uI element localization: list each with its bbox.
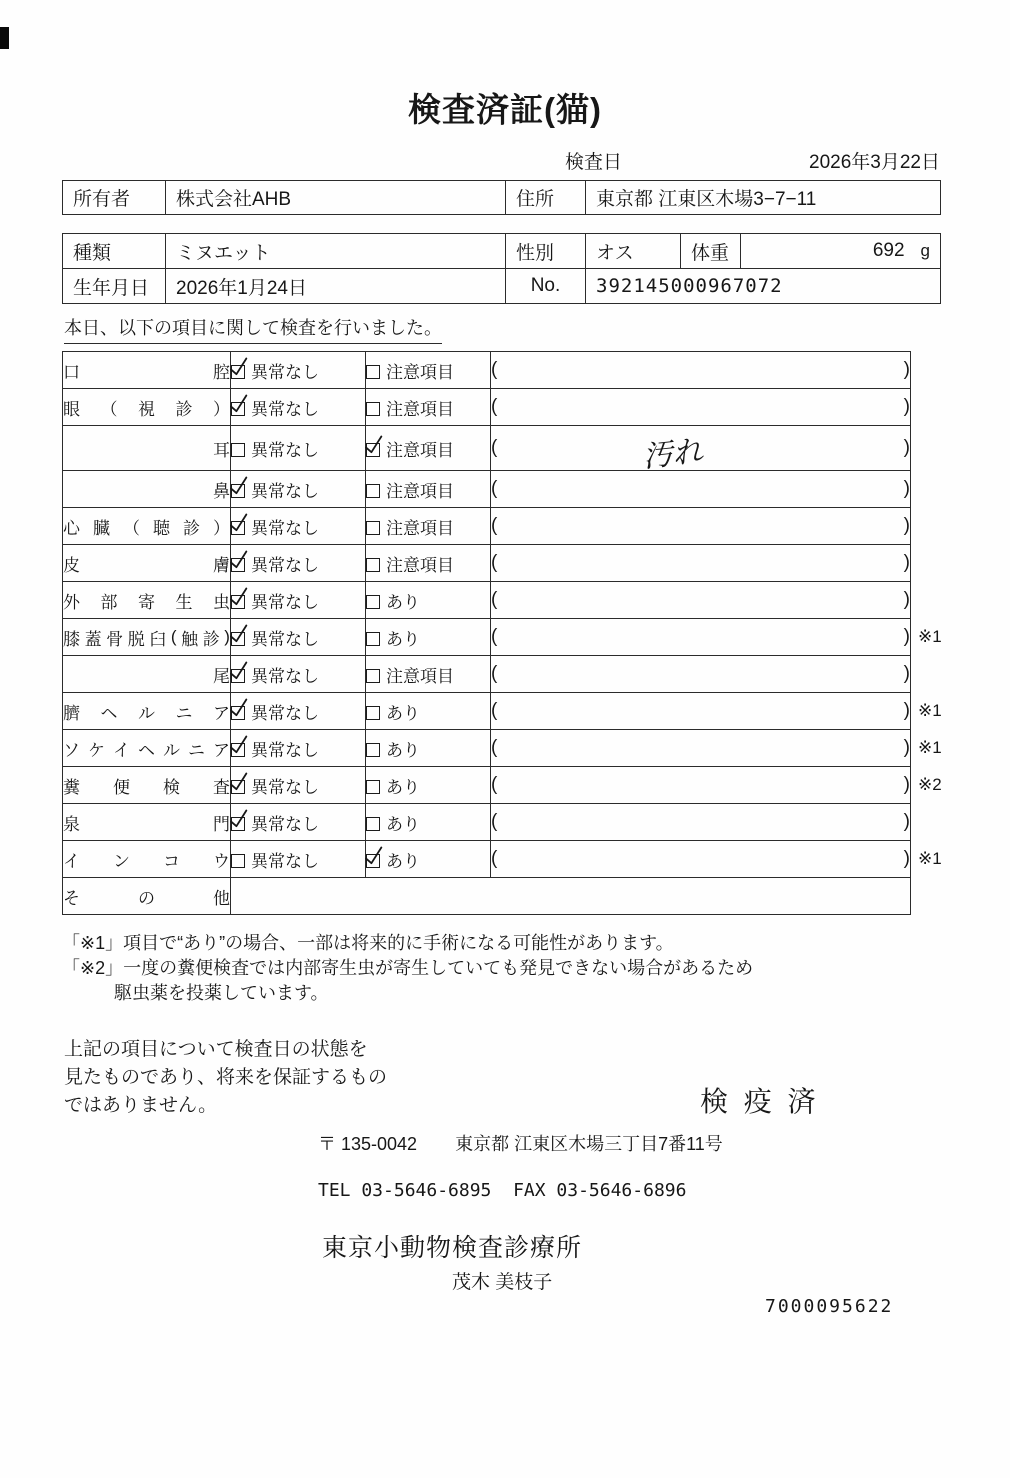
open-paren: (	[491, 552, 498, 573]
no-abnormality-cell	[231, 841, 366, 878]
no-abnormality-cell	[231, 730, 366, 767]
no-abnormality-cell	[231, 471, 366, 508]
reference-mark	[911, 471, 941, 508]
handwritten-check-icon	[227, 660, 250, 683]
attention-item-checkbox-checked	[366, 443, 380, 457]
attention-item-cell	[366, 352, 491, 389]
attention-item-checkbox	[366, 632, 380, 646]
close-paren: )	[903, 437, 910, 458]
attention-item-label: あり	[386, 703, 420, 723]
address-value: 東京都 江東区木場3−7−11	[586, 181, 941, 215]
remarks-cell	[491, 352, 911, 389]
intro-text: 本日、以下の項目に関して検査を行いました。	[64, 314, 442, 344]
attention-item-checkbox	[366, 817, 380, 831]
attention-item-checkbox	[366, 669, 380, 683]
owner-table	[62, 180, 941, 215]
examiner-name: 茂木 美枝子	[452, 1272, 553, 1293]
no-abnormality-cell	[231, 804, 366, 841]
inspection-date-label: 検査日	[565, 152, 623, 173]
clinic-address: 東京都 江東区木場三丁目7番11号	[455, 1134, 723, 1154]
close-paren: )	[903, 774, 910, 795]
disclaimer-line-2: 見たものであり、将来を保証するもの	[64, 1067, 388, 1088]
checklist-row	[63, 426, 941, 471]
attention-item-label: あり	[386, 592, 420, 612]
exam-item-label: 皮 膚	[63, 545, 231, 582]
handwritten-check-icon	[362, 845, 385, 868]
no-abnormality-label: 異常なし	[251, 777, 319, 797]
attention-item-cell	[366, 389, 491, 426]
exam-item-label: 臍 ヘ ル ニ ア	[63, 693, 231, 730]
no-abnormality-cell	[231, 545, 366, 582]
no-abnormality-label: 異常なし	[251, 740, 319, 760]
handwritten-check-icon	[227, 771, 250, 794]
exam-item-label: 鼻	[63, 471, 231, 508]
attention-item-cell	[366, 619, 491, 656]
no-abnormality-label: 異常なし	[251, 362, 319, 382]
footnote-2-line1: 「※2」一度の糞便検査では内部寄生虫が寄生していても発見できない場合があるため	[62, 958, 754, 978]
inspection-date-value: 2026年3月22日	[809, 152, 940, 173]
close-paren: )	[903, 811, 910, 832]
other-empty-cell	[231, 878, 911, 915]
no-abnormality-label: 異常なし	[251, 518, 319, 538]
no-abnormality-cell	[231, 426, 366, 471]
no-abnormality-checkbox-checked	[231, 706, 245, 720]
attention-item-label: 注意項目	[386, 666, 454, 686]
attention-item-cell	[366, 545, 491, 582]
no-abnormality-label: 異常なし	[251, 555, 319, 575]
birth-label: 生年月日	[63, 269, 166, 304]
open-paren: (	[491, 589, 498, 610]
no-abnormality-checkbox-checked	[231, 817, 245, 831]
no-abnormality-cell	[231, 389, 366, 426]
remarks-cell	[491, 730, 911, 767]
exam-item-label: 外 部 寄 生 虫	[63, 582, 231, 619]
reference-mark	[911, 804, 941, 841]
no-abnormality-label: 異常なし	[251, 399, 319, 419]
exam-item-label: 耳	[63, 426, 231, 471]
exam-checklist-table	[62, 351, 941, 915]
open-paren: (	[491, 396, 498, 417]
close-paren: )	[903, 848, 910, 869]
remarks-cell	[491, 656, 911, 693]
open-paren: (	[491, 663, 498, 684]
no-abnormality-checkbox-checked	[231, 743, 245, 757]
attention-item-label: あり	[386, 740, 420, 760]
attention-item-label: 注意項目	[386, 362, 454, 382]
reference-mark: ※1	[918, 627, 942, 646]
attention-item-label: あり	[386, 777, 420, 797]
attention-item-checkbox	[366, 402, 380, 416]
close-paren: )	[903, 478, 910, 499]
handwritten-check-icon	[362, 434, 385, 457]
reference-mark	[911, 582, 941, 619]
reference-mark	[911, 656, 941, 693]
no-abnormality-cell	[231, 656, 366, 693]
exam-item-label: 尾	[63, 656, 231, 693]
handwritten-check-icon	[227, 623, 250, 646]
type-value: ミヌエット	[166, 234, 506, 269]
no-abnormality-checkbox-checked	[231, 402, 245, 416]
handwritten-check-icon	[227, 734, 250, 757]
open-paren: (	[491, 626, 498, 647]
no-abnormality-label: 異常なし	[251, 703, 319, 723]
weight-unit: g	[920, 241, 930, 260]
close-paren: )	[903, 589, 910, 610]
checklist-row	[63, 804, 941, 841]
remarks-cell	[491, 841, 911, 878]
no-abnormality-label: 異常なし	[251, 814, 319, 834]
no-abnormality-cell	[231, 508, 366, 545]
close-paren: )	[903, 626, 910, 647]
attention-item-cell	[366, 582, 491, 619]
attention-item-label: あり	[386, 851, 420, 871]
exam-item-label: 糞 便 検 査	[63, 767, 231, 804]
microchip-no-value: 392145000967072	[586, 269, 941, 304]
handwritten-check-icon	[227, 586, 250, 609]
attention-item-checkbox	[366, 521, 380, 535]
open-paren: (	[491, 515, 498, 536]
open-paren: (	[491, 437, 498, 458]
attention-item-cell	[366, 767, 491, 804]
no-abnormality-checkbox-checked	[231, 669, 245, 683]
exam-item-label: イ ン コ ウ	[63, 841, 231, 878]
exam-item-label: そ の 他	[63, 878, 231, 915]
attention-item-checkbox	[366, 595, 380, 609]
exam-item-label: ソ ケ イ ヘ ル ニ ア	[63, 730, 231, 767]
weight-cell	[741, 234, 941, 269]
attention-item-label: あり	[386, 629, 420, 649]
attention-item-label: 注意項目	[386, 481, 454, 501]
serial-number: 7000095622	[765, 1296, 894, 1317]
pet-info-table	[62, 233, 941, 304]
remarks-cell	[491, 545, 911, 582]
no-abnormality-checkbox-checked	[231, 558, 245, 572]
attention-item-checkbox	[366, 706, 380, 720]
attention-item-checkbox	[366, 743, 380, 757]
close-paren: )	[903, 737, 910, 758]
clinic-name: 東京小動物検査診療所	[322, 1234, 583, 1262]
open-paren: (	[491, 478, 498, 499]
handwritten-check-icon	[227, 512, 250, 535]
remarks-cell	[491, 619, 911, 656]
no-abnormality-cell	[231, 352, 366, 389]
exam-item-label: 眼 （ 視 診 ）	[63, 389, 231, 426]
handwritten-check-icon	[227, 393, 250, 416]
footnote-1: 「※1」項目で“あり”の場合、一部は将来的に手術になる可能性があります。	[62, 933, 674, 953]
quarantine-stamp: 検 疫 済	[700, 1086, 820, 1117]
reference-mark	[911, 352, 941, 389]
open-paren: (	[491, 359, 498, 380]
exam-item-label: 膝 蓋 骨 脱 臼 ( 触 診 )	[63, 619, 231, 656]
reference-mark: ※2	[918, 775, 942, 794]
checklist-row	[63, 619, 941, 656]
clinic-address-row	[318, 1130, 723, 1156]
handwritten-check-icon	[227, 475, 250, 498]
address-label: 住所	[506, 181, 586, 215]
reference-mark	[911, 389, 941, 426]
type-label: 種類	[63, 234, 166, 269]
attention-item-label: 注意項目	[386, 440, 454, 460]
reference-mark: ※1	[918, 738, 942, 757]
attention-item-checkbox	[366, 365, 380, 379]
no-abnormality-checkbox-checked	[231, 484, 245, 498]
no-abnormality-checkbox-checked	[231, 595, 245, 609]
no-abnormality-checkbox-checked	[231, 632, 245, 646]
reference-mark: ※1	[918, 849, 942, 868]
reference-mark	[911, 878, 941, 915]
microchip-no-label: No.	[506, 269, 586, 304]
reference-mark	[911, 508, 941, 545]
checklist-row	[63, 841, 941, 878]
no-abnormality-label: 異常なし	[251, 440, 319, 460]
no-abnormality-cell	[231, 619, 366, 656]
handwritten-check-icon	[227, 356, 250, 379]
pet-birth-row	[63, 269, 941, 304]
no-abnormality-checkbox-checked	[231, 521, 245, 535]
close-paren: )	[903, 700, 910, 721]
attention-item-checkbox	[366, 780, 380, 794]
footnotes	[62, 931, 753, 1006]
open-paren: (	[491, 737, 498, 758]
checklist-row	[63, 656, 941, 693]
no-abnormality-checkbox-checked	[231, 365, 245, 379]
remarks-cell	[491, 508, 911, 545]
open-paren: (	[491, 774, 498, 795]
attention-item-checkbox	[366, 558, 380, 572]
no-abnormality-cell	[231, 582, 366, 619]
tel-fax-line: TEL 03-5646-6895 FAX 03-5646-6896	[318, 1180, 687, 1201]
page-title: 検査済証(猫)	[408, 91, 602, 128]
close-paren: )	[903, 515, 910, 536]
handwritten-check-icon	[227, 549, 250, 572]
weight-label: 体重	[681, 234, 741, 269]
no-abnormality-label: 異常なし	[251, 481, 319, 501]
exam-item-label: 泉 門	[63, 804, 231, 841]
exam-item-label: 心 臓 （ 聴 診 ）	[63, 508, 231, 545]
checklist-row	[63, 545, 941, 582]
scan-artifact	[0, 27, 9, 49]
attention-item-checkbox	[366, 484, 380, 498]
remarks-cell	[491, 582, 911, 619]
no-abnormality-label: 異常なし	[251, 666, 319, 686]
no-abnormality-checkbox	[231, 854, 245, 868]
checklist-row	[63, 582, 941, 619]
reference-mark	[911, 426, 941, 471]
sex-value: オス	[586, 234, 681, 269]
attention-item-cell	[366, 804, 491, 841]
no-abnormality-cell	[231, 693, 366, 730]
attention-item-cell	[366, 508, 491, 545]
checklist-row	[63, 693, 941, 730]
owner-row	[63, 181, 941, 215]
no-abnormality-label: 異常なし	[251, 851, 319, 871]
handwritten-check-icon	[227, 808, 250, 831]
attention-item-label: あり	[386, 814, 420, 834]
sex-label: 性別	[506, 234, 586, 269]
owner-value: 株式会社AHB	[166, 181, 506, 215]
no-abnormality-checkbox-checked	[231, 780, 245, 794]
close-paren: )	[903, 552, 910, 573]
attention-item-label: 注意項目	[386, 518, 454, 538]
attention-item-cell	[366, 656, 491, 693]
remarks-cell	[491, 804, 911, 841]
close-paren: )	[903, 359, 910, 380]
close-paren: )	[903, 396, 910, 417]
checklist-row	[63, 767, 941, 804]
attention-item-label: 注意項目	[386, 555, 454, 575]
disclaimer-line-1: 上記の項目について検査日の状態を	[64, 1039, 368, 1060]
remarks-cell	[491, 767, 911, 804]
open-paren: (	[491, 700, 498, 721]
no-abnormality-cell	[231, 767, 366, 804]
no-abnormality-label: 異常なし	[251, 629, 319, 649]
no-abnormality-checkbox	[231, 443, 245, 457]
reference-mark	[911, 545, 941, 582]
disclaimer-line-3: ではありません。	[64, 1095, 218, 1116]
inspection-date-row	[565, 147, 940, 174]
open-paren: (	[491, 848, 498, 869]
handwritten-check-icon	[227, 697, 250, 720]
pet-type-row	[63, 234, 941, 269]
no-abnormality-label: 異常なし	[251, 592, 319, 612]
attention-item-checkbox-checked	[366, 854, 380, 868]
reference-mark: ※1	[918, 701, 942, 720]
checklist-row	[63, 352, 941, 389]
remarks-cell	[491, 426, 911, 475]
close-paren: )	[903, 663, 910, 684]
attention-item-label: 注意項目	[386, 399, 454, 419]
remarks-text: 汚れ	[641, 433, 705, 475]
attention-item-cell	[366, 693, 491, 730]
birth-value: 2026年1月24日	[166, 269, 506, 304]
checklist-row	[63, 878, 941, 915]
checklist-row	[63, 508, 941, 545]
exam-item-label: 口 腔	[63, 352, 231, 389]
footnote-2-line2: 駆虫薬を投薬しています。	[114, 983, 329, 1003]
remarks-cell	[491, 693, 911, 730]
postal-code: 〒 135-0042	[318, 1134, 418, 1154]
weight-value: 692	[872, 240, 905, 261]
attention-item-cell	[366, 730, 491, 767]
open-paren: (	[491, 811, 498, 832]
checklist-row	[63, 730, 941, 767]
attention-item-cell	[366, 841, 491, 878]
disclaimer-statement	[64, 1036, 387, 1120]
owner-label: 所有者	[63, 181, 166, 215]
